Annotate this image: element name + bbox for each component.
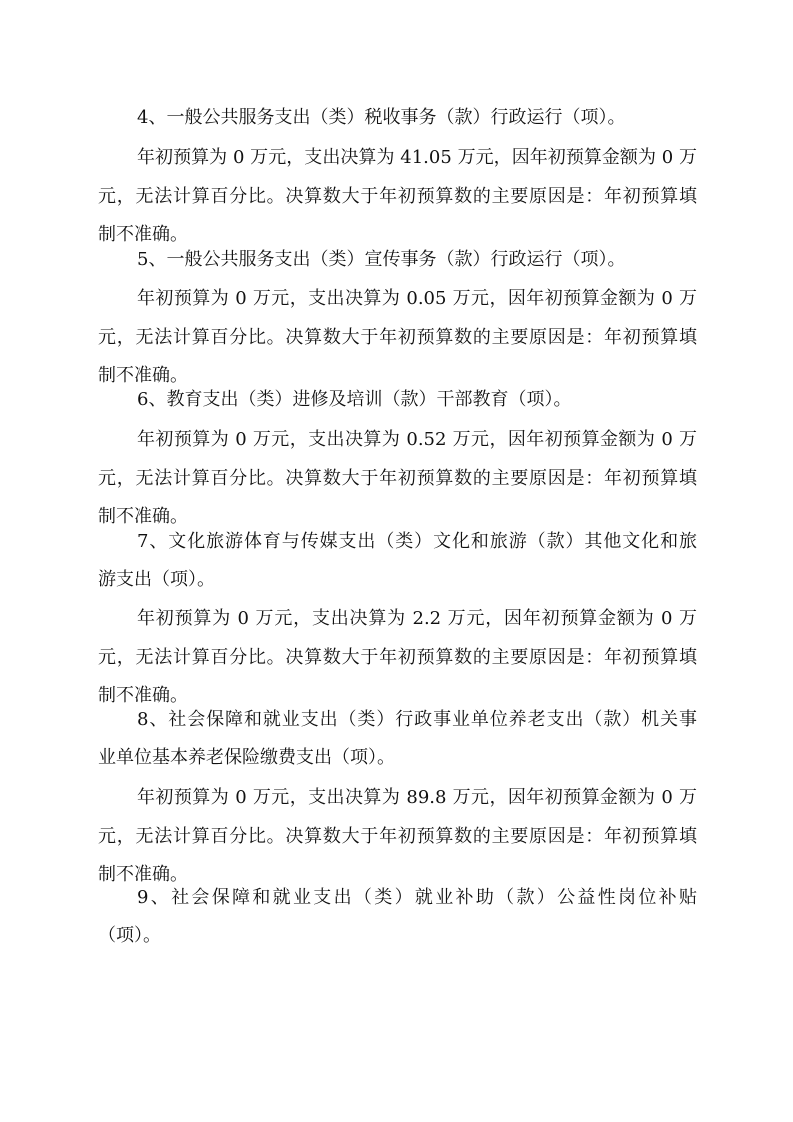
item-6-heading: 6、教育支出（类）进修及培训（款）干部教育（项）。 [137, 389, 572, 410]
item-4-body-line-3: 制不准确。 [98, 224, 188, 245]
item-7-body-line-1: 年初预算为 0 万元，支出决算为 2.2 万元，因年初预算金额为 0 万 [137, 608, 697, 629]
item-7-heading-cont: 游支出（项）。 [98, 569, 215, 590]
item-9-heading-cont: （项）。 [98, 925, 161, 946]
item-8-heading-cont: 业单位基本养老保险缴费支出（项）。 [98, 747, 395, 768]
item-5-body-line-1: 年初预算为 0 万元，支出决算为 0.05 万元，因年初预算金额为 0 万 [137, 288, 697, 309]
item-7-body-line-3: 制不准确。 [98, 685, 188, 706]
item-4-body-line-2: 元，无法计算百分比。决算数大于年初预算数的主要原因是：年初预算填 [98, 186, 697, 207]
item-8-body-line-1: 年初预算为 0 万元，支出决算为 89.8 万元，因年初预算金额为 0 万 [137, 787, 697, 808]
item-6-body-line-1: 年初预算为 0 万元，支出决算为 0.52 万元，因年初预算金额为 0 万 [137, 429, 697, 450]
item-4-body-line-1: 年初预算为 0 万元，支出决算为 41.05 万元，因年初预算金额为 0 万 [137, 147, 697, 168]
item-5-body-line-2: 元，无法计算百分比。决算数大于年初预算数的主要原因是：年初预算填 [98, 327, 697, 348]
item-6-body-line-3: 制不准确。 [98, 506, 188, 527]
item-4-heading: 4、一般公共服务支出（类）税收事务（款）行政运行（项）。 [137, 107, 626, 128]
item-5-body-line-3: 制不准确。 [98, 365, 188, 386]
item-7-heading: 7、文化旅游体育与传媒支出（类）文化和旅游（款）其他文化和旅 [137, 531, 697, 552]
item-8-heading: 8、社会保障和就业支出（类）行政事业单位养老支出（款）机关事 [137, 709, 697, 730]
item-8-body-line-3: 制不准确。 [98, 864, 188, 885]
item-5-heading: 5、一般公共服务支出（类）宣传事务（款）行政运行（项）。 [137, 249, 626, 270]
item-6-body-line-2: 元，无法计算百分比。决算数大于年初预算数的主要原因是：年初预算填 [98, 468, 697, 489]
item-9-heading: 9、社会保障和就业支出（类）就业补助（款）公益性岗位补贴 [137, 887, 697, 908]
item-8-body-line-2: 元，无法计算百分比。决算数大于年初预算数的主要原因是：年初预算填 [98, 826, 697, 847]
item-7-body-line-2: 元，无法计算百分比。决算数大于年初预算数的主要原因是：年初预算填 [98, 647, 697, 668]
